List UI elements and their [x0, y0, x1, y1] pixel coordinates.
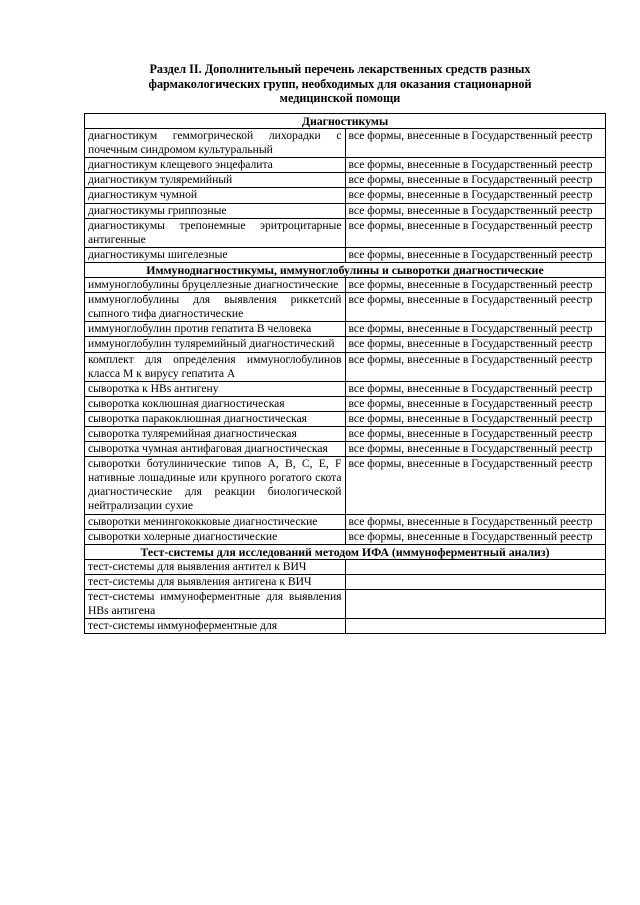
item-name-cell: диагностикумы гриппозные	[85, 203, 346, 218]
item-note-cell: все формы, внесенные в Государственный реестр	[345, 442, 606, 457]
item-name-cell: комплект для определения иммуноглобулинов класса М к вирусу гепатита А	[85, 352, 346, 381]
table-row	[85, 619, 606, 634]
item-note-cell: все формы, внесенные в Государственный реестр	[345, 158, 606, 173]
table-row	[85, 514, 606, 529]
table-row	[85, 457, 606, 514]
item-name-cell: сыворотки ботулинические типов А, В, С, Е, F нативные лошадиные или крупного рогатого скота диагностические для реакции биологической нейтрализации сухие	[85, 457, 346, 514]
item-name-cell: сыворотка чумная антифаговая диагностическая	[85, 442, 346, 457]
table-row	[85, 322, 606, 337]
item-note-cell: все формы, внесенные в Государственный реестр	[345, 188, 606, 203]
item-note-cell: все формы, внесенные в Государственный реестр	[345, 173, 606, 188]
item-note-cell: все формы, внесенные в Государственный реестр	[345, 293, 606, 322]
table-row	[85, 381, 606, 396]
drug-list-table	[84, 113, 606, 634]
table-row	[85, 574, 606, 589]
section-heading: Иммунодиагностикумы, иммуноглобулины и сыворотки диагностические	[85, 262, 606, 277]
item-note-cell	[345, 619, 606, 634]
item-name-cell: диагностикумы шигелезные	[85, 247, 346, 262]
item-note-cell: все формы, внесенные в Государственный реестр	[345, 396, 606, 411]
item-name-cell: тест-системы иммуноферментные для	[85, 619, 346, 634]
item-note-cell: все формы, внесенные в Государственный реестр	[345, 352, 606, 381]
item-name-cell: диагностикум чумной	[85, 188, 346, 203]
table-row	[85, 590, 606, 619]
item-name-cell: диагностикум геммогрической лихорадки с почечным синдромом культуральный	[85, 129, 346, 158]
item-note-cell: все формы, внесенные в Государственный реестр	[345, 322, 606, 337]
item-name-cell: сыворотка к HBs антигену	[85, 381, 346, 396]
section-heading: Тест-системы для исследований методом ИФА (иммуноферментный анализ)	[85, 544, 606, 559]
item-name-cell: сыворотки холерные диагностические	[85, 529, 346, 544]
item-note-cell: все формы, внесенные в Государственный реестр	[345, 514, 606, 529]
item-name-cell: сыворотка туляремийная диагностическая	[85, 426, 346, 441]
item-name-cell: сыворотка паракоклюшная диагностическая	[85, 411, 346, 426]
section-header-row	[85, 114, 606, 129]
table-row	[85, 293, 606, 322]
table-row	[85, 337, 606, 352]
item-name-cell: диагностикум клещевого энцефалита	[85, 158, 346, 173]
table-row	[85, 188, 606, 203]
table-row	[85, 129, 606, 158]
item-note-cell	[345, 574, 606, 589]
item-note-cell: все формы, внесенные в Государственный реестр	[345, 381, 606, 396]
item-name-cell: тест-системы для выявления антител к ВИЧ	[85, 559, 346, 574]
item-name-cell: иммуноглобулин туляремийный диагностический	[85, 337, 346, 352]
section-heading: Диагностикумы	[85, 114, 606, 129]
item-note-cell: все формы, внесенные в Государственный реестр	[345, 278, 606, 293]
item-note-cell: все формы, внесенные в Государственный реестр	[345, 203, 606, 218]
item-note-cell: все формы, внесенные в Государственный реестр	[345, 529, 606, 544]
table-row	[85, 203, 606, 218]
section-header-row	[85, 262, 606, 277]
page-title: Раздел II. Дополнительный перечень лекарственных средств разных фармакологических групп, необходимых для оказания стационарной медицинской помощи	[148, 62, 532, 106]
item-name-cell: диагностикумы трепонемные эритроцитарные антигенные	[85, 218, 346, 247]
item-name-cell: тест-системы иммуноферментные для выявления HBs антигена	[85, 590, 346, 619]
item-name-cell: тест-системы для выявления антигена к ВИЧ	[85, 574, 346, 589]
item-name-cell: сыворотки менингококковые диагностические	[85, 514, 346, 529]
item-note-cell: все формы, внесенные в Государственный реестр	[345, 337, 606, 352]
table-row	[85, 218, 606, 247]
item-note-cell: все формы, внесенные в Государственный реестр	[345, 426, 606, 441]
table-row	[85, 173, 606, 188]
table-row	[85, 396, 606, 411]
table-row	[85, 411, 606, 426]
item-note-cell	[345, 590, 606, 619]
item-name-cell: иммуноглобулин против гепатита В человека	[85, 322, 346, 337]
table-row	[85, 352, 606, 381]
table-row	[85, 278, 606, 293]
item-note-cell: все формы, внесенные в Государственный реестр	[345, 411, 606, 426]
item-note-cell	[345, 559, 606, 574]
item-name-cell: сыворотка коклюшная диагностическая	[85, 396, 346, 411]
table-row	[85, 158, 606, 173]
item-note-cell: все формы, внесенные в Государственный реестр	[345, 457, 606, 514]
table-row	[85, 442, 606, 457]
item-name-cell: иммуноглобулины для выявления риккетсий сыпного тифа диагностические	[85, 293, 346, 322]
section-header-row	[85, 544, 606, 559]
item-note-cell: все формы, внесенные в Государственный реестр	[345, 247, 606, 262]
item-name-cell: иммуноглобулины бруцеллезные диагностические	[85, 278, 346, 293]
item-name-cell: диагностикум туляремийный	[85, 173, 346, 188]
table-row	[85, 247, 606, 262]
table-row	[85, 559, 606, 574]
item-note-cell: все формы, внесенные в Государственный реестр	[345, 129, 606, 158]
table-row	[85, 529, 606, 544]
table-row	[85, 426, 606, 441]
item-note-cell: все формы, внесенные в Государственный реестр	[345, 218, 606, 247]
